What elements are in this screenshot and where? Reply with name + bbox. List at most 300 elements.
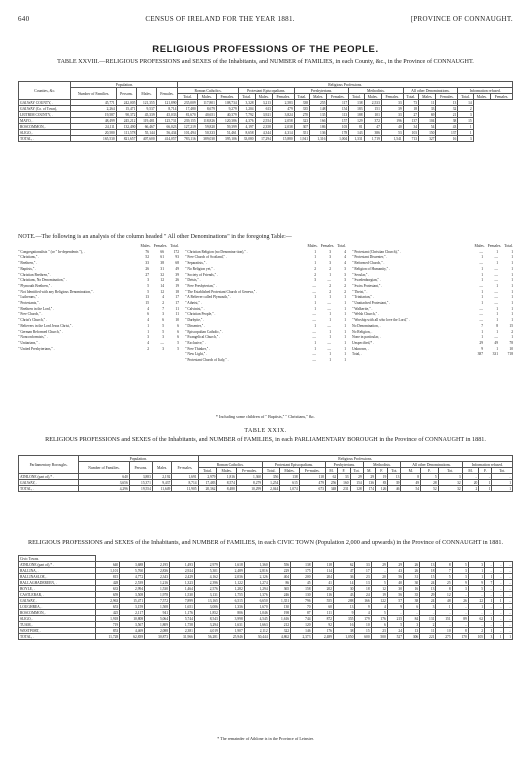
table-cell: 1,493 (170, 562, 195, 568)
denomination-name: " Exclusive," . (185, 340, 206, 345)
denomination-value: 2 (329, 266, 331, 271)
table-cell: 20 (462, 480, 479, 486)
denomination-value: 6 (147, 312, 149, 317)
table-cell: 32 (438, 480, 462, 486)
denomination-value: 8 (496, 323, 498, 328)
denomination-value: 1 (481, 289, 483, 294)
table-cell: .. (494, 580, 503, 586)
total-row (19, 486, 513, 492)
table-cell: 5,301 (194, 568, 219, 574)
table-cell: 872 (312, 616, 333, 622)
denomination-value: — (494, 272, 498, 277)
table-cell: 1 (503, 634, 512, 640)
t29-rel: Protestant Episcopalians. (263, 462, 326, 468)
table-cell: 130 (269, 604, 290, 610)
table-cell: 640 (79, 474, 130, 480)
table-cell: 2,038 (272, 124, 294, 130)
table-cell: 29 (420, 592, 436, 598)
table-cell: 2,117 (120, 610, 145, 616)
table-cell: 2,058 (272, 118, 294, 124)
table-cell: 19,587 (71, 112, 116, 118)
table-cell: 15,880 (272, 136, 294, 142)
denomination-value: 3 (147, 278, 149, 283)
denomination-name: " Protestants," . (18, 301, 41, 306)
table-cell: 1 (485, 598, 494, 604)
denomination-value: 1 (314, 346, 316, 351)
row-label: TOTAL, . (19, 136, 71, 142)
denomination-value: 1 (511, 289, 513, 294)
analysis-header-cell: Total. (337, 244, 346, 248)
table-cell: 821,657 (116, 136, 137, 142)
denomination-value: 11 (175, 306, 179, 311)
table-cell: 1,907 (219, 628, 244, 634)
denomination-value: 3 (162, 346, 164, 351)
denomination-value: 1 (481, 255, 483, 260)
stub-header: Civic Towns. (19, 556, 96, 562)
t28-group-population: Population. (71, 82, 178, 88)
denomination-value: 3 (162, 335, 164, 340)
table-cell: 81,670 (178, 112, 197, 118)
table-cell: 176 (312, 628, 333, 634)
analysis-columns (18, 244, 513, 364)
table-cell: 212 (269, 622, 290, 628)
row-label: GALWAY (Co. of Town), (19, 106, 71, 112)
table-cell: 18 (420, 568, 436, 574)
denomination-value: — (327, 306, 331, 311)
row-label: WESTPORT, . (19, 628, 96, 634)
table-cell: 86 (269, 580, 290, 586)
table-cell: 117 (327, 100, 349, 106)
table-cell: 8,714 (156, 106, 178, 112)
denomination-value: 10 (175, 318, 179, 323)
t29-rel: Roman Catholics. (198, 462, 263, 468)
denomination-value: 1 (344, 340, 346, 345)
denomination-value: 1 (511, 312, 513, 317)
denomination-value: 2 (511, 329, 513, 334)
page-title: RELIGIOUS PROFESSIONS OF THE PEOPLE. (152, 44, 379, 55)
sub-header: Males. (255, 94, 272, 100)
denomination-name: Total, . (352, 352, 363, 357)
table-cell: 1 (479, 480, 492, 486)
table-cell: 121,355 (137, 100, 156, 106)
table-cell: 183 (349, 106, 364, 112)
table-cell: 188 (349, 112, 364, 118)
denomination-value: 33 (145, 261, 149, 266)
denomination-value: 31 (160, 266, 164, 271)
denomination-value: 5 (147, 283, 149, 288)
table-cell: 66,023 (156, 124, 178, 130)
table-cell: 45,339 (137, 112, 156, 118)
table-cell: 16 (404, 586, 420, 592)
table-cell: 17,480 (178, 106, 197, 112)
table-cell: 151 (436, 616, 452, 622)
denomination-value: — (312, 318, 316, 323)
row-label: ROSCOMMON, . (19, 610, 96, 616)
table-cell: 2 (420, 622, 436, 628)
denomination-value: 1 (481, 295, 483, 300)
table-cell: 13 (388, 474, 401, 480)
denomination-value: 5 (162, 323, 164, 328)
table-cell: .. (503, 628, 512, 634)
table-cell: .. (494, 586, 503, 592)
row-label: MAYO, . (19, 118, 71, 124)
table-cell: 23 (371, 628, 387, 634)
table-cell: 138 (349, 100, 364, 106)
denomination-value: 1 (496, 329, 498, 334)
table-cell: 3,824 (272, 112, 294, 118)
denomination-value: 2 (344, 283, 346, 288)
denomination-value: 2 (344, 289, 346, 294)
table-cell: 2,816 (244, 568, 269, 574)
table-cell: 11,905 (172, 486, 198, 492)
table-cell: 3,508 (120, 592, 145, 598)
denomination-value: 2 (329, 283, 331, 288)
denomination-value: 1 (314, 323, 316, 328)
table-cell: 1,074 (280, 486, 299, 492)
sub-header: Fe-males. (236, 468, 262, 474)
table-cell: .. (387, 610, 403, 616)
table-cell: 157 (327, 118, 349, 124)
table-cell: .. (503, 568, 512, 574)
table-cell: 92 (312, 622, 333, 628)
table-cell: 1 (492, 486, 513, 492)
denomination-value: 1 (344, 301, 346, 306)
denomination-value: 4 (162, 295, 164, 300)
sub-header: Tot. (350, 468, 363, 474)
table-cell: 7 (485, 580, 494, 586)
t29-col-females: Fe-males. (172, 462, 198, 474)
row-label: TOTAL, . (19, 634, 96, 640)
table-cell: 15 (458, 118, 473, 124)
table29-caption: RELIGIOUS PROFESSIONS and SEXES of the Inhabitants, and NUMBER of FAMILIES, in each PARLIAMENTARY BOROUGH in the Province of CONNAUGHT in 1881. (45, 436, 486, 443)
table-cell: 2 (468, 628, 484, 634)
table-cell: 15,471 (116, 106, 137, 112)
row-label: TOTAL, . (19, 486, 79, 492)
table-cell: 1,670 (244, 604, 269, 610)
denomination-value: 49 (175, 266, 179, 271)
table-cell: 1 (479, 486, 492, 492)
table-cell: 45,033 (156, 112, 178, 118)
sub-header: Males. (364, 94, 381, 100)
denomination-value: 12 (160, 289, 164, 294)
sub-header: F. (376, 468, 388, 474)
table-cell: 4,162 (194, 574, 219, 580)
page-number: 640 (18, 15, 30, 23)
table-cell: 5,760 (120, 568, 145, 574)
table-cell: 270 (294, 112, 309, 118)
table-cell: 3 (485, 634, 494, 640)
sub-header: Males. (310, 94, 327, 100)
denomination-value: 26 (175, 278, 179, 283)
table-cell: 2,088 (145, 628, 170, 634)
denomination-value: 1 (496, 261, 498, 266)
table30 (18, 555, 513, 640)
table-cell: 783,116 (178, 136, 197, 142)
table-cell: 1,978 (145, 592, 170, 598)
table-cell: 15,471 (120, 598, 145, 604)
denomination-value: 1 (344, 352, 346, 357)
denomination-value: 1 (344, 318, 346, 323)
t28-col-males: Males. (137, 88, 156, 100)
denomination-value: 1 (511, 295, 513, 300)
denomination-value: 15 (509, 323, 513, 328)
table-cell: .. (494, 622, 503, 628)
table-cell: 9 (468, 580, 484, 586)
table-cell: 348 (325, 486, 337, 492)
table-cell: 70 (291, 604, 312, 610)
table-cell: 796 (291, 598, 312, 604)
table-cell: 41 (312, 580, 333, 586)
denomination-value: 13 (145, 295, 149, 300)
table-cell: 10,808 (120, 616, 145, 622)
table-cell: 29 (363, 474, 375, 480)
table-cell: .. (485, 562, 494, 568)
table-cell: 30 (333, 586, 354, 592)
table-cell: 479 (299, 480, 325, 486)
denomination-value: 1 (314, 249, 316, 254)
denomination-value: — (494, 301, 498, 306)
table-cell: 6 (404, 604, 420, 610)
denomination-value: — (327, 340, 331, 345)
table-cell: 3,294 (194, 622, 219, 628)
analysis-header-cell: Females. (153, 244, 168, 248)
table-cell: 527 (387, 634, 403, 640)
table-cell: 1,101 (95, 568, 120, 574)
denomination-value: 4 (344, 261, 346, 266)
analysis-column (185, 244, 346, 364)
table-cell: 322 (269, 628, 290, 634)
table-cell: .. (468, 592, 484, 598)
table-cell: .. (503, 580, 512, 586)
table-cell: 1,719 (364, 136, 381, 142)
denomination-value: 2 (314, 272, 316, 277)
total-row (19, 634, 513, 640)
table-cell: 9,279 (216, 106, 238, 112)
denomination-value: 1 (344, 323, 346, 328)
denomination-value: 3 (329, 261, 331, 266)
t28-rel: All other Denominations. (403, 88, 458, 94)
denomination-value: 6 (177, 323, 179, 328)
denomination-value: 5 (177, 346, 179, 351)
table-cell: 5 (421, 474, 439, 480)
table28 (18, 81, 513, 142)
table-cell: 1,331 (349, 136, 364, 142)
denomination-value: 4 (344, 255, 346, 260)
table-cell: 1,941 (294, 136, 309, 142)
table-cell: 52 (421, 486, 439, 492)
table-cell: 39 (388, 480, 401, 486)
table-cell: 40,379 (216, 112, 238, 118)
denomination-value: — (494, 295, 498, 300)
table-cell: .. (485, 622, 494, 628)
row-label: GALWAY, . (19, 598, 96, 604)
denomination-value: 3 (344, 266, 346, 271)
table-cell: 136 (310, 130, 327, 136)
denomination-name: " Deists," . (185, 278, 201, 283)
table-cell: 3,006 (194, 604, 219, 610)
table-cell: 3 (420, 604, 436, 610)
denomination-value: 3 (329, 249, 331, 254)
table-cell: 143 (349, 130, 364, 136)
table-cell: 9 (452, 580, 468, 586)
table-cell: 38 (404, 598, 420, 604)
denomination-value: 2 (162, 301, 164, 306)
sub-header: F. (421, 468, 439, 474)
t28-rel: Protestant Episcopalians. (238, 88, 294, 94)
table-cell: 114 (312, 568, 333, 574)
table-cell: 48 (436, 598, 452, 604)
table-cell: .. (404, 610, 420, 616)
denomination-value: — (327, 346, 331, 351)
table-cell: 202 (312, 586, 333, 592)
t29-col-families: Number of Families. (79, 462, 130, 474)
table-cell: 1,809 (145, 622, 170, 628)
denomination-value: 32 (160, 272, 164, 277)
table-cell: .. (436, 622, 452, 628)
sub-header: Total. (458, 94, 473, 100)
table-cell: 6,650 (244, 598, 269, 604)
denomination-value: 1 (147, 323, 149, 328)
denomination-value: 1 (344, 295, 346, 300)
table-cell: 29 (371, 562, 387, 568)
denomination-value: 15 (145, 301, 149, 306)
table-cell: 1,274 (244, 580, 269, 586)
denomination-value: 3 (162, 312, 164, 317)
table-cell: .. (468, 610, 484, 616)
table-cell: 45,771 (71, 100, 116, 106)
page-header (18, 15, 513, 23)
table-cell: .. (494, 610, 503, 616)
table-cell: 600 (355, 634, 371, 640)
table-cell: .. (485, 568, 494, 574)
table-cell: 1,464 (170, 586, 195, 592)
table-cell: 500 (371, 634, 387, 640)
table-cell: 8 (401, 474, 421, 480)
table-cell: 8,480 (217, 486, 236, 492)
table-cell: .. (462, 474, 479, 480)
denomination-value: 1 (314, 261, 316, 266)
denomination-value: 68 (175, 261, 179, 266)
denomination-name: " Believers in the Lord Jesus Christ," . (18, 323, 74, 328)
table-cell: 40 (387, 580, 403, 586)
denomination-value: 1 (314, 255, 316, 260)
row-label: BALLINASLOE, . (19, 574, 96, 580)
table-cell: 16 (333, 622, 354, 628)
table-cell: 38 (436, 118, 458, 124)
table-cell: 57 (387, 598, 403, 604)
table-cell: 204 (312, 574, 333, 580)
denomination-value: 3 (344, 272, 346, 277)
row-label: BOYLE, . (19, 586, 96, 592)
table-cell: 116 (312, 592, 333, 598)
sub-header: M. (401, 468, 421, 474)
denomination-name: " A Believer called Plymouth," . (185, 295, 232, 300)
denomination-name: " Episcopalian Catholic," . (185, 329, 224, 334)
table-cell: 118 (299, 474, 325, 480)
sub-header: M. (325, 468, 337, 474)
t29-rel: Presbyterians. (325, 462, 363, 468)
denomination-value: 2 (314, 266, 316, 271)
table29-label: TABLE XXIX. (244, 428, 287, 434)
table-cell: 170 (452, 634, 468, 640)
denomination-value: 1 (329, 352, 331, 357)
t29-col-males: Males. (152, 462, 171, 474)
denomination-value: 7 (162, 306, 164, 311)
table-cell: 245,212 (116, 118, 137, 124)
table-cell: 12 (436, 592, 452, 598)
table-cell: 3,328 (238, 100, 255, 106)
table-cell: 15 (420, 574, 436, 580)
table-cell: 215 (387, 616, 403, 622)
table-cell: 62 (333, 562, 354, 568)
table-cell: 5 (468, 586, 484, 592)
table-cell: .. (492, 474, 513, 480)
table-cell: 8,279 (236, 480, 262, 486)
t28-col-counties: Counties, &c. (19, 82, 71, 100)
table-cell: 13 (420, 586, 436, 592)
sub-header: Total. (349, 94, 364, 100)
denomination-name: " Society of Friends," . (185, 272, 218, 277)
table-cell: 62 (325, 474, 337, 480)
table-cell: 120 (291, 622, 312, 628)
table-cell: 3 (452, 568, 468, 574)
analysis-note: NOTE.—The following is an analysis of the column headed " All other Denominations" in the foregoing Table:— (18, 234, 292, 240)
table-cell: 2 (458, 106, 473, 112)
table-cell: 175 (291, 568, 312, 574)
denomination-name: " Not Identified with any Religious Denomination," . (18, 289, 95, 294)
denomination-value: 1 (481, 329, 483, 334)
table-cell: 26 (404, 568, 420, 574)
table-cell: 425 (95, 610, 120, 616)
denomination-value: 1 (329, 358, 331, 363)
table-cell: 135 (310, 112, 327, 118)
table-cell: 3 (404, 622, 420, 628)
denomination-name: " United Presbyterians," . (18, 346, 55, 351)
table-cell: 45 (291, 580, 312, 586)
table-cell: 242,005 (116, 100, 137, 106)
table-cell: 9,437 (152, 480, 171, 486)
table-cell: 1,336 (219, 604, 244, 610)
denomination-value: 52 (145, 255, 149, 260)
table-cell: 7,792 (238, 112, 255, 118)
table-cell: 46 (388, 486, 401, 492)
table-cell: 8,543 (194, 616, 219, 622)
denomination-value: 1 (496, 249, 498, 254)
running-title: CENSUS OF IRELAND FOR THE YEAR 1881. (145, 15, 295, 23)
row-label: ROSCOMMON, . (19, 124, 71, 130)
table-cell: 653 (95, 604, 120, 610)
denomination-value: — (327, 301, 331, 306)
table-cell: 719 (95, 622, 120, 628)
table-cell: .. (494, 616, 503, 622)
table-cell: 24 (355, 592, 371, 598)
sub-header: Total. (403, 94, 418, 100)
table-cell: 154 (350, 480, 363, 486)
table-cell: 1,816 (217, 474, 236, 480)
table-cell: 4,469 (120, 628, 145, 634)
table-cell: 9 (355, 604, 371, 610)
table-cell: 166 (310, 118, 327, 124)
table-cell: 176 (371, 616, 387, 622)
analysis-row (185, 358, 346, 364)
table-cell: 90,372 (116, 112, 137, 118)
table-cell: 146 (291, 628, 312, 634)
row-label: CASTLEBAR, . (19, 592, 96, 598)
table-cell: 113 (327, 112, 349, 118)
row-label: GALWAY COUNTY, . (19, 100, 71, 106)
table-cell: .. (485, 604, 494, 610)
sub-header: Tot. (388, 468, 401, 474)
